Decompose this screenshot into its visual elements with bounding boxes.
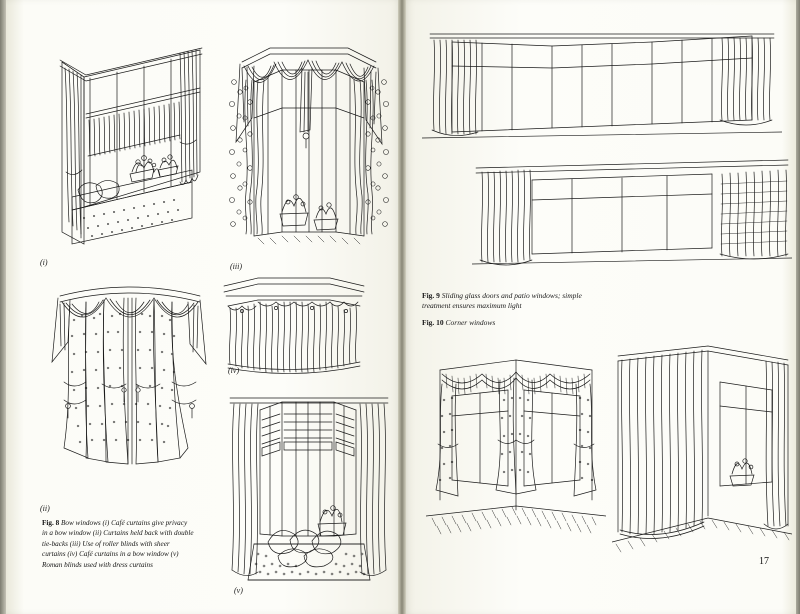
- figure-8-caption: [42, 518, 194, 570]
- figure-8-title: Bow windows: [60, 519, 101, 527]
- figure-label-v: (v): [234, 586, 243, 595]
- figure-label-i: (i): [40, 258, 48, 267]
- figure-roman-blinds-with-dress-curtains: [224, 384, 394, 592]
- book-gutter: [398, 0, 406, 614]
- figure-bow-window-double-tie-backs: [42, 272, 217, 494]
- left-page: [6, 0, 402, 614]
- figure-corner-window-floor-length-curtains: [612, 336, 792, 564]
- figure-10-text: Corner windows: [445, 318, 496, 327]
- right-page: [404, 0, 796, 614]
- figure-bow-window-swags-and-tails: [224, 22, 394, 262]
- figure-8-number: Fig. 8: [42, 519, 60, 527]
- figure-label-iv: (iv): [228, 366, 240, 375]
- figure-sliding-glass-door-sheer-curtains: [422, 20, 782, 160]
- figure-patio-window-full-length-curtains: [472, 148, 792, 273]
- figure-9-number: Fig. 9: [422, 291, 440, 300]
- figure-corner-window-swag-valance: [426, 340, 606, 550]
- figure-9-caption: [422, 291, 597, 311]
- figure-label-ii: (ii): [40, 504, 50, 513]
- figure-9-text: Sliding glass doors and patio windows; simple treatment ensures maximum light: [422, 291, 582, 311]
- figure-8-text: (i) Café curtains give privacy in a bow window (ii) Curtains held back with double tie-backs (iii) Use of roller blinds with sheer curtains (iv) Café curtains in a bow window (v) Roman blinds used with dress curtains: [42, 519, 194, 569]
- page-number: 17: [759, 556, 769, 567]
- figure-label-iii: (iii): [230, 262, 242, 271]
- figure-bow-window-cafe-curtains: [32, 22, 217, 252]
- figure-10-caption: [422, 318, 597, 328]
- figure-10-number: Fig. 10: [422, 318, 444, 327]
